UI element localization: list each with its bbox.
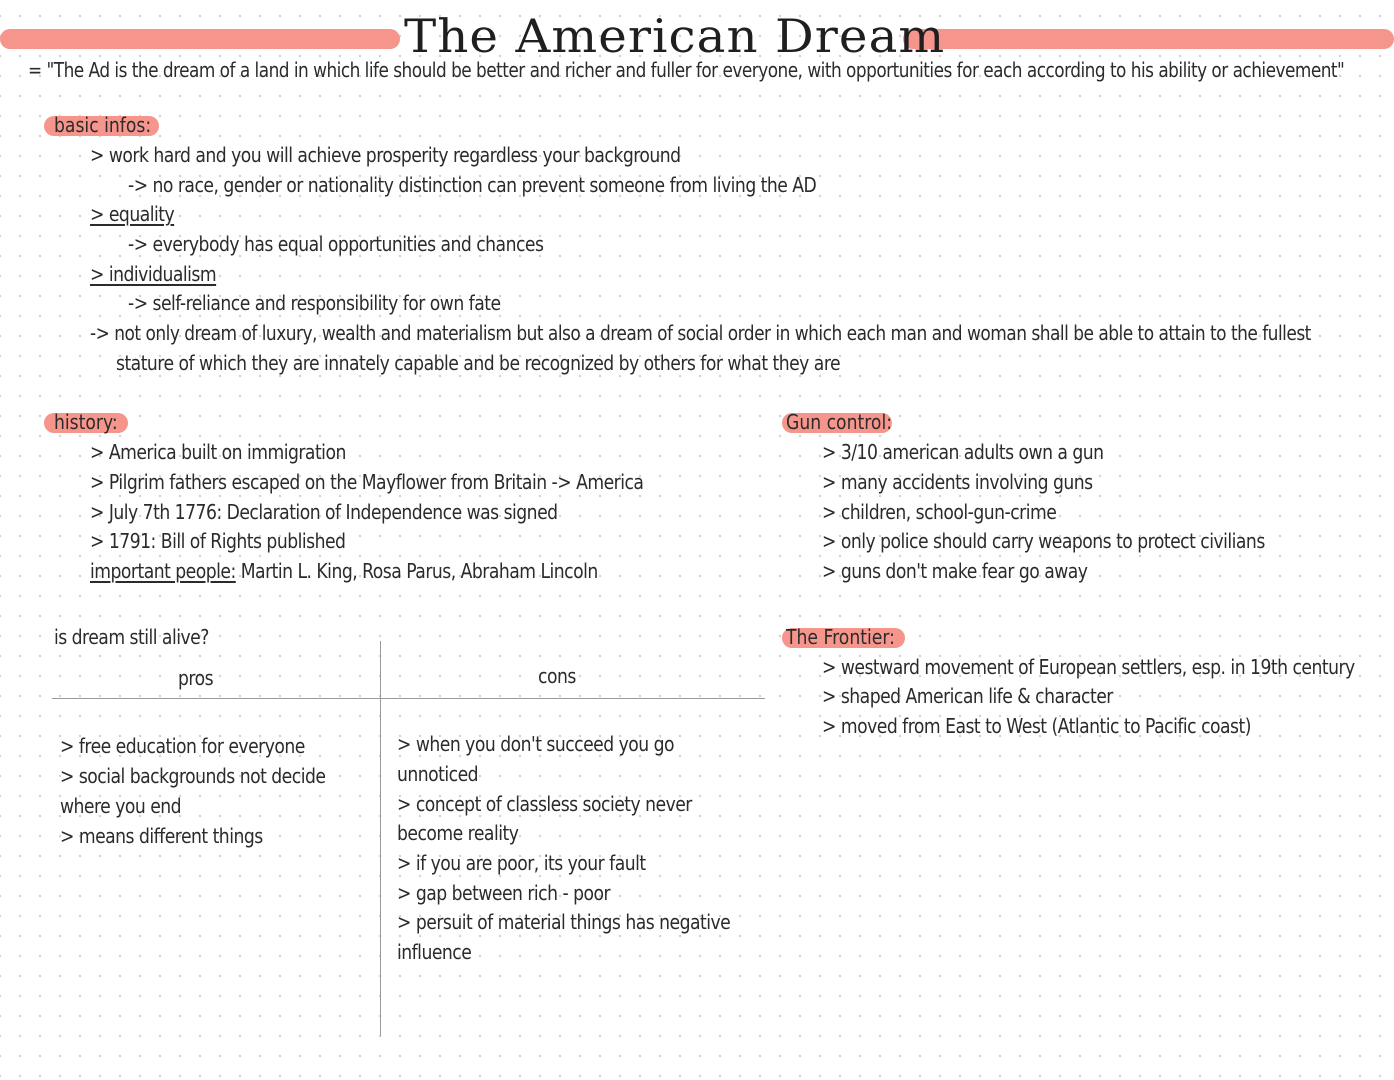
basic-line-equality: > equality (90, 202, 175, 226)
history-item-4: > 1791: Bill of Rights published (90, 529, 346, 553)
cons-line-2: unnoticed (397, 762, 479, 786)
gun-item-4: > only police should carry weapons to protect civilians (822, 529, 1265, 553)
cons-line-3: > concept of classless society never (397, 792, 692, 816)
basic-line-8: stature of which they are innately capable and be recognized by others for what they are (116, 351, 841, 375)
basic-line-individualism: > individualism (90, 262, 217, 286)
cons-header: cons (538, 664, 576, 688)
basic-line-2: -> no race, gender or nationality distinction can prevent someone from living the AD (128, 173, 817, 197)
basic-line-1: > work hard and you will achieve prosperity regardless your background (90, 143, 681, 167)
basic-line-4: -> everybody has equal opportunities and chances (128, 232, 544, 256)
pros-line-2: > social backgrounds not decide (60, 764, 326, 788)
gun-item-5: > guns don't make fear go away (822, 559, 1088, 583)
history-people-names: Martin L. King, Rosa Parus, Abraham Lincoln (235, 559, 598, 583)
pros-header: pros (178, 666, 214, 690)
cons-line-1: > when you don't succeed you go (397, 732, 675, 756)
gun-item-3: > children, school-gun-crime (822, 500, 1057, 524)
basic-line-7: -> not only dream of luxury, wealth and materialism but also a dream of social order in which each man and woman shall be able to attain to the fullest (90, 321, 1311, 345)
pros-line-4: > means different things (60, 824, 263, 848)
definition-quote: = "The Ad is the dream of a land in which life should be better and richer and fuller for everyone, with opportunities for each according to his ability or achievement" (28, 58, 1345, 82)
pros-line-1: > free education for everyone (60, 734, 305, 758)
cons-line-5: > if you are poor, its your fault (397, 851, 646, 875)
cons-line-4: become reality (397, 821, 519, 845)
basic-heading: basic infos: (54, 113, 152, 137)
history-item-1: > America built on immigration (90, 440, 346, 464)
basic-line-6: -> self-reliance and responsibility for own fate (128, 291, 501, 315)
history-item-2: > Pilgrim fathers escaped on the Mayflower from Britain -> America (90, 470, 644, 494)
title-bar-right (903, 29, 1394, 49)
page-title: The American Dream (404, 9, 946, 63)
frontier-item-2: > shaped American life & character (822, 684, 1113, 708)
pros-line-3: where you end (60, 794, 182, 818)
history-heading: history: (54, 410, 118, 434)
history-people (90, 556, 598, 586)
title-bar-left (0, 29, 400, 49)
history-people-label: important people: (90, 559, 236, 583)
alive-question: is dream still alive? (54, 625, 209, 649)
gun-item-1: > 3/10 american adults own a gun (822, 440, 1104, 464)
frontier-item-1: > westward movement of European settlers, esp. in 19th century (822, 655, 1355, 679)
cons-line-8: influence (397, 940, 472, 964)
history-item-3: > July 7th 1776: Declaration of Independence was signed (90, 500, 558, 524)
table-divider-vertical (380, 641, 381, 1036)
table-divider-horizontal (52, 698, 765, 699)
gun-item-2: > many accidents involving guns (822, 470, 1093, 494)
cons-line-6: > gap between rich - poor (397, 881, 611, 905)
gun-heading: Gun control: (786, 410, 893, 434)
frontier-item-3: > moved from East to West (Atlantic to Pacific coast) (822, 714, 1251, 738)
cons-line-7: > persuit of material things has negative (397, 910, 731, 934)
frontier-heading: The Frontier: (786, 625, 895, 649)
